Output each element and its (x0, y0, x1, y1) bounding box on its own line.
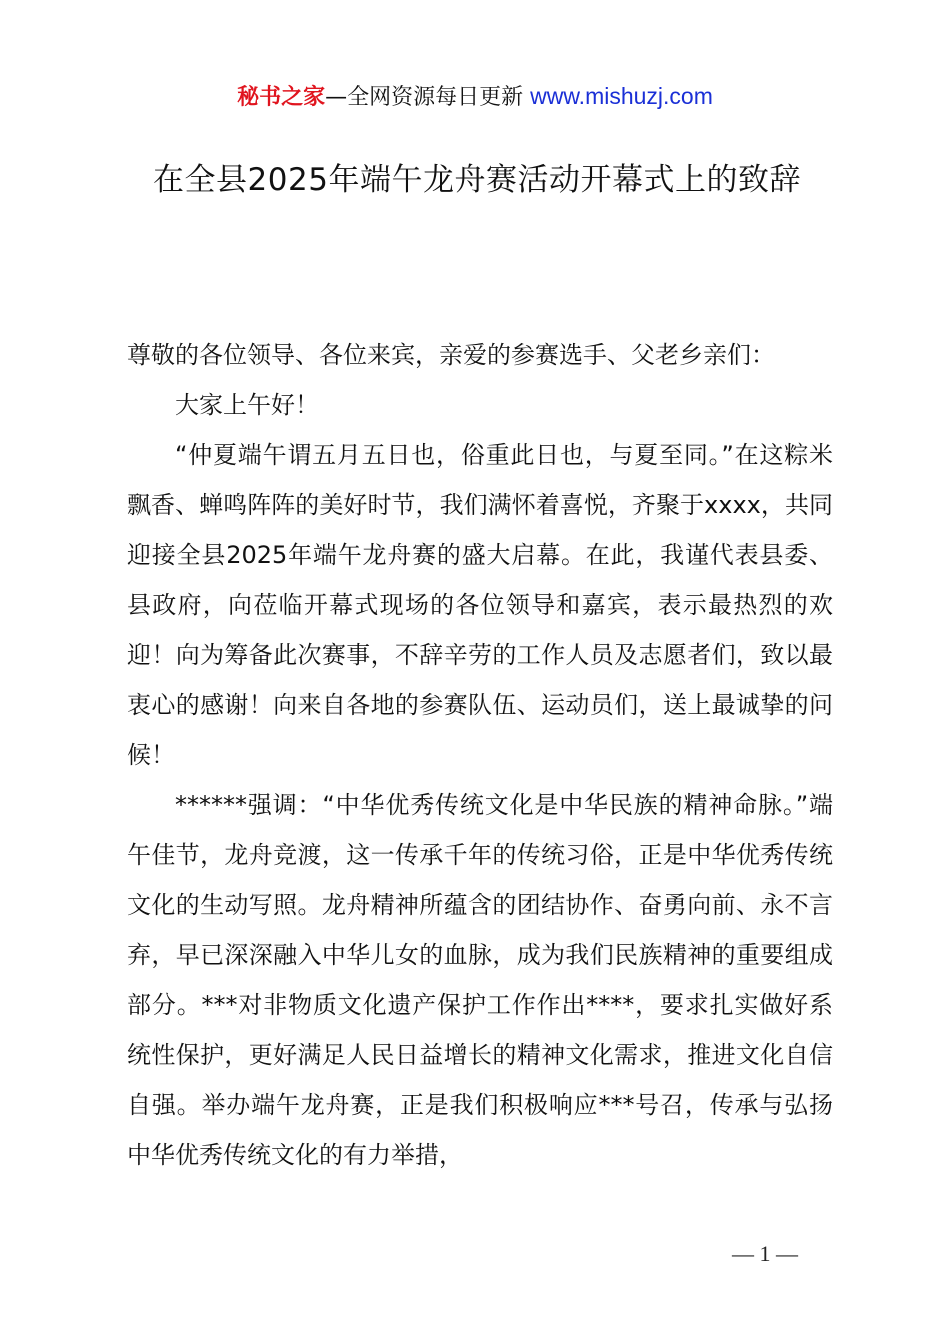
site-brand: 秘书之家 (237, 85, 326, 110)
body-paragraph: 大家上午好！ (175, 391, 319, 419)
site-banner (0, 80, 950, 114)
site-url-link[interactable]: www.mishuzj.com (530, 83, 713, 109)
page-number: — 1 — (732, 1241, 798, 1266)
site-tagline: —全网资源每日更新 (325, 85, 531, 110)
document-body (127, 330, 833, 1180)
body-paragraph: ******强调：“中华优秀传统文化是中华民族的精神命脉。”端午佳节，龙舟竞渡，这一传承千年的传统习俗，正是中华优秀传统文化的生动写照。龙舟精神所蕴含的团结协作、奋勇向前、永不言弃，早已深深融入中华儿女的血脉，成为我们民族精神的重要组成部分。***对非物质文化遗产保护工作作出****，要求扎实做好系统性保护，更好满足人民日益增长的精神文化需求，推进文化自信自强。举办端午龙舟赛，正是我们积极响应***号召，传承与弘扬中华优秀传统文化的有力举措， (127, 791, 833, 1169)
body-paragraph: “仲夏端午谓五月五日也，俗重此日也，与夏至同。”在这粽米飘香、蝉鸣阵阵的美好时节，我们满怀着喜悦，齐聚于xxxx，共同迎接全县2025年端午龙舟赛的盛大启幕。在此，我谨代表县委、县政府，向莅临开幕式现场的各位领导和嘉宾，表示最热烈的欢迎！向为筹备此次赛事，不辞辛劳的工作人员及志愿者们，致以最衷心的感谢！向来自各地的参赛队伍、运动员们，送上最诚挚的问候！ (127, 441, 833, 769)
salutation: 尊敬的各位领导、各位来宾，亲爱的参赛选手、父老乡亲们： (127, 341, 775, 369)
document-title: 在全县2025年端午龙舟赛活动开幕式上的致辞 (153, 162, 801, 198)
